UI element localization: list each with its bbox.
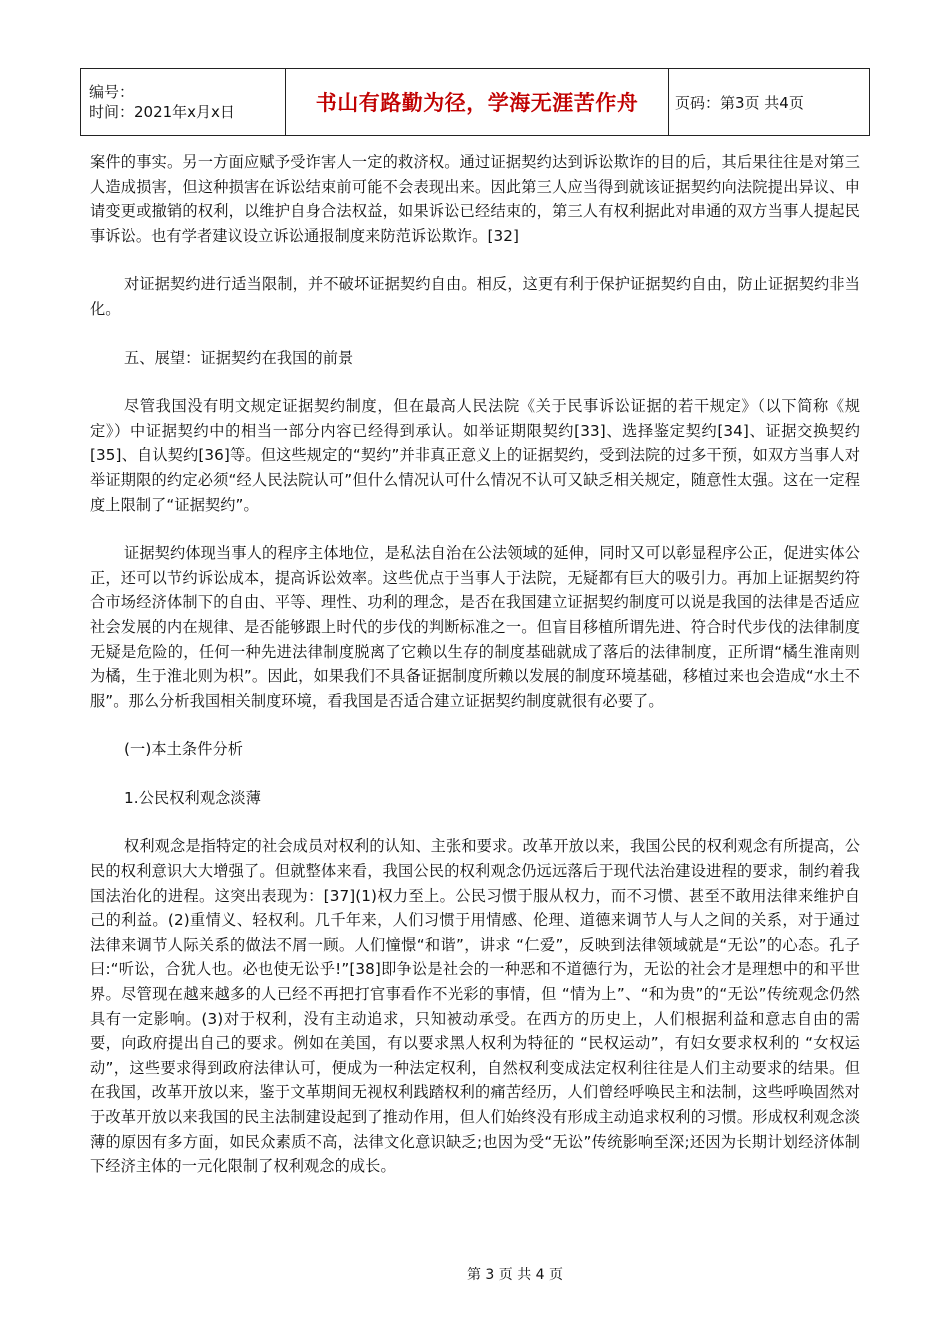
subsection-heading: 1.公民权利观念淡薄 [124,788,261,807]
page-footer-label: 第 3 页 共 4 页 [466,1267,564,1283]
header-page-label: 页码：第3页 共4页 [675,93,804,112]
header-meta-cell [81,69,286,136]
section-heading: 五、展望：证据契约在我国的前景 [124,348,354,367]
page-footer [0,1264,950,1284]
header-motto: 书山有路勤为径，学海无涯苦作舟 [315,91,639,115]
body-paragraph: 对证据契约进行适当限制，并不破坏证据契约自由。相反，这更有利于保护证据契约自由，防止证据契约非当化。 [90,275,860,318]
header-motto-cell [286,69,669,136]
subsection-heading: (一)本土条件分析 [124,740,244,759]
body-paragraph: 证据契约体现当事人的程序主体地位，是私法自治在公法领域的延伸，同时又可以彰显程序公正，促进实体公正，还可以节约诉讼成本，提高诉讼效率。这些优点于当事人于法院，无疑都有巨大的吸引力。再加上证据契约符合市场经济体制下的自由、平等、理性、功利的理念，是否在我国建立证据契约制度可以说是我国的法律是否适应社会发展的内在规律、是否能够跟上时代的步伐的判断标准之一。但盲目移植所谓先进、符合时代步伐的法律制度无疑是危险的，任何一种先进法律制度脱离了它赖以生存的制度基础就成了落后的法律制度，正所谓“橘生淮南则为橘，生于淮北则为枳”。因此，如果我们不具备证据制度所赖以发展的制度环境基础，移植过来也会造成“水土不服”。那么分析我国相关制度环境，看我国是否适合建立证据契约制度就很有必要了。 [90,544,860,710]
document-date-label: 时间：2021年x月x日 [89,103,235,121]
document-body [90,150,860,1179]
document-number-label: 编号： [89,83,135,101]
header-page-cell [669,69,870,136]
body-paragraph: 案件的事实。另一方面应赋予受诈害人一定的救济权。通过证据契约达到诉讼欺诈的目的后，其后果往往是对第三人造成损害，但这种损害在诉讼结束前可能不会表现出来。因此第三人应当得到就该证据契约向法院提出异议、申请变更或撤销的权利，以维护自身合法权益，如果诉讼已经结束的，第三人有权利据此对串通的双方当事人提起民事诉讼。也有学者建议设立诉讼通报制度来防范诉讼欺诈。[32] [90,153,860,245]
document-header [80,68,870,136]
body-paragraph: 权利观念是指特定的社会成员对权利的认知、主张和要求。改革开放以来，我国公民的权利观念有所提高，公民的权利意识大大增强了。但就整体来看，我国公民的权利观念仍远远落后于现代法治建设进程的要求，制约着我国法治化的进程。这突出表现为：[37](1)权力至上。公民习惯于服从权力，而不习惯、甚至不敢用法律来维护自己的利益。(2)重情义、轻权利。几千年来，人们习惯于用情感、伦理、道德来调节人与人之间的关系，对于通过法律来调节人际关系的做法不屑一顾。人们憧憬“和谐”，讲求 “仁爱”，反映到法律领域就是“无讼”的心态。孔子曰:“听讼，合犹人也。必也使无讼乎!”[38]即争讼是社会的一种恶和不道德行为，无讼的社会才是理想中的和平世界。尽管现在越来越多的人已经不再把打官事看作不光彩的事情，但 “情为上”、“和为贵”的“无讼”传统观念仍然具有一定影响。(3)对于权利，没有主动追求，只知被动承受。在西方的历史上，人们根据利益和意志自由的需要，向政府提出自己的要求。例如在美国，有以要求黑人权利为特征的 “民权运动”，有妇女要求权利的 “女权运动”，这些要求得到政府法律认可，便成为一种法定权利，自然权利变成法定权利往往是人们主动要求的结果。但在我国，改革开放以来，鉴于文革期间无视权利践踏权利的痛苦经历，人们曾经呼唤民主和法制，这些呼唤固然对于改革开放以来我国的民主法制建设起到了推动作用，但人们始终没有形成主动追求权利的习惯。形成权利观念淡薄的原因有多方面，如民众素质不高，法律文化意识缺乏;也因为受“无讼”传统影响至深;还因为长期计划经济体制下经济主体的一元化限制了权利观念的成长。 [90,837,860,1176]
body-paragraph: 尽管我国没有明文规定证据契约制度，但在最高人民法院《关于民事诉讼证据的若干规定》（以下简称《规定》）中证据契约中的相当一部分内容已经得到承认。如举证期限契约[33]、选择鉴定契约[34]、证据交换契约[35]、自认契约[36]等。但这些规定的“契约”并非真正意义上的证据契约，受到法院的过多干预，如双方当事人对举证期限的约定必须“经人民法院认可”但什么情况认可什么情况不认可又缺乏相关规定，随意性太强。这在一定程度上限制了“证据契约”。 [90,397,860,514]
